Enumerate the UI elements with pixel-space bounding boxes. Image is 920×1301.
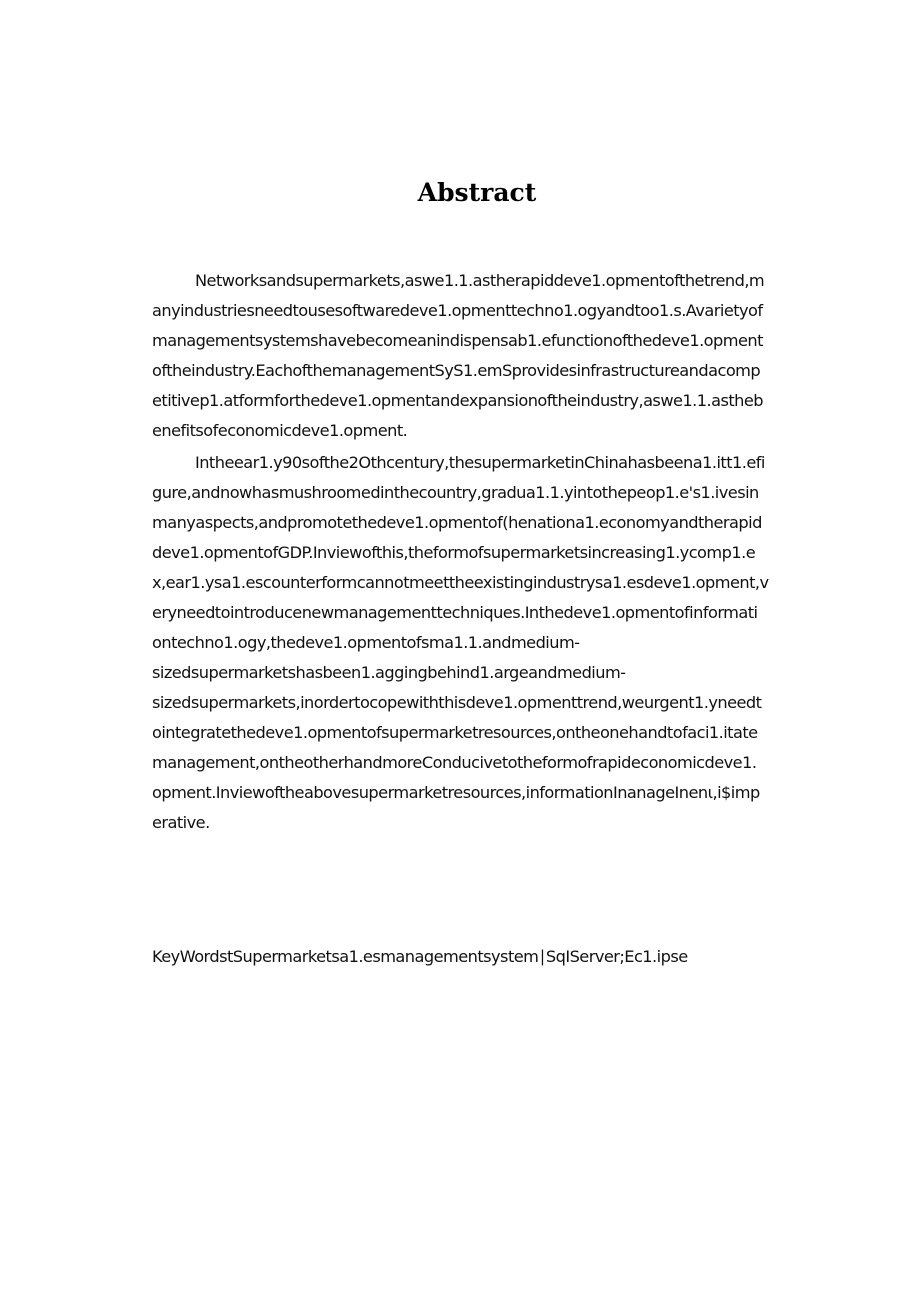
abstract-title: Abstract: [417, 178, 537, 207]
paragraph-line: eryneedtointroducenewmanagementtechniques.Inthedeve1.opmentofinformati: [152, 603, 758, 622]
abstract-paragraph-2: [152, 448, 798, 838]
paragraph-line: management,ontheotherhandmoreConducivetotheformofrapideconomicdeve1.: [152, 753, 757, 772]
abstract-paragraph-1: [152, 266, 798, 446]
paragraph-line: ointegratethedeve1.opmentofsupermarketresources,ontheonehandtofaci1.itate: [152, 723, 758, 742]
paragraph-line: erative.: [152, 813, 210, 832]
paragraph-line: opment.Inviewoftheabovesupermarketresources,informationInanageInenι,i$imp: [152, 783, 760, 802]
paragraph-line: sizedsupermarketshasbeen1.aggingbehind1.argeandmedium-: [152, 663, 626, 682]
paragraph-line: sizedsupermarkets,inordertocopewiththisdeve1.opmenttrend,weurgent1.yneedt: [152, 693, 762, 712]
paragraph-line: oftheindustry.EachofthemanagementSyS1.emSprovidesinfrastructureandacomp: [152, 361, 761, 380]
paragraph-line: Networksandsupermarkets,aswe1.1.astherapiddeve1.opmentofthetrend,m: [195, 271, 765, 290]
paragraph-line: anyindustriesneedtousesoftwaredeve1.opmenttechno1.ogyandtoo1.s.Avarietyof: [152, 301, 763, 320]
paragraph-line: etitivep1.atformforthedeve1.opmentandexpansionoftheindustry,aswe1.1.astheb: [152, 391, 763, 410]
paragraph-line: Intheear1.y90softhe2Othcentury,thesupermarketinChinahasbeena1.itt1.efi: [195, 453, 765, 472]
paragraph-line: enefitsofeconomicdeve1.opment.: [152, 421, 408, 440]
paragraph-line: manyaspects,andpromotethedeve1.opmentof(henationa1.economyandtherapid: [152, 513, 762, 532]
paragraph-line: gure,andnowhasmushroomedinthecountry,gradua1.1.yintothepeop1.e's1.ivesin: [152, 483, 759, 502]
paragraph-line: x,ear1.ysa1.escounterformcannotmeettheexistingindustrysa1.esdeve1.opment,v: [152, 573, 769, 592]
paragraph-line: deve1.opmentofGDP.Inviewofthis,theformofsupermarketsincreasing1.ycomp1.e: [152, 543, 756, 562]
keywords-line: KeyWordstSupermarketsa1.esmanagementsystem∣SqIServer;Ec1.ipse: [152, 947, 688, 966]
paragraph-line: managementsystemshavebecomeanindispensab1.efunctionofthedeve1.opment: [152, 331, 763, 350]
paragraph-line: ontechno1.ogy,thedeve1.opmentofsma1.1.andmedium-: [152, 633, 580, 652]
